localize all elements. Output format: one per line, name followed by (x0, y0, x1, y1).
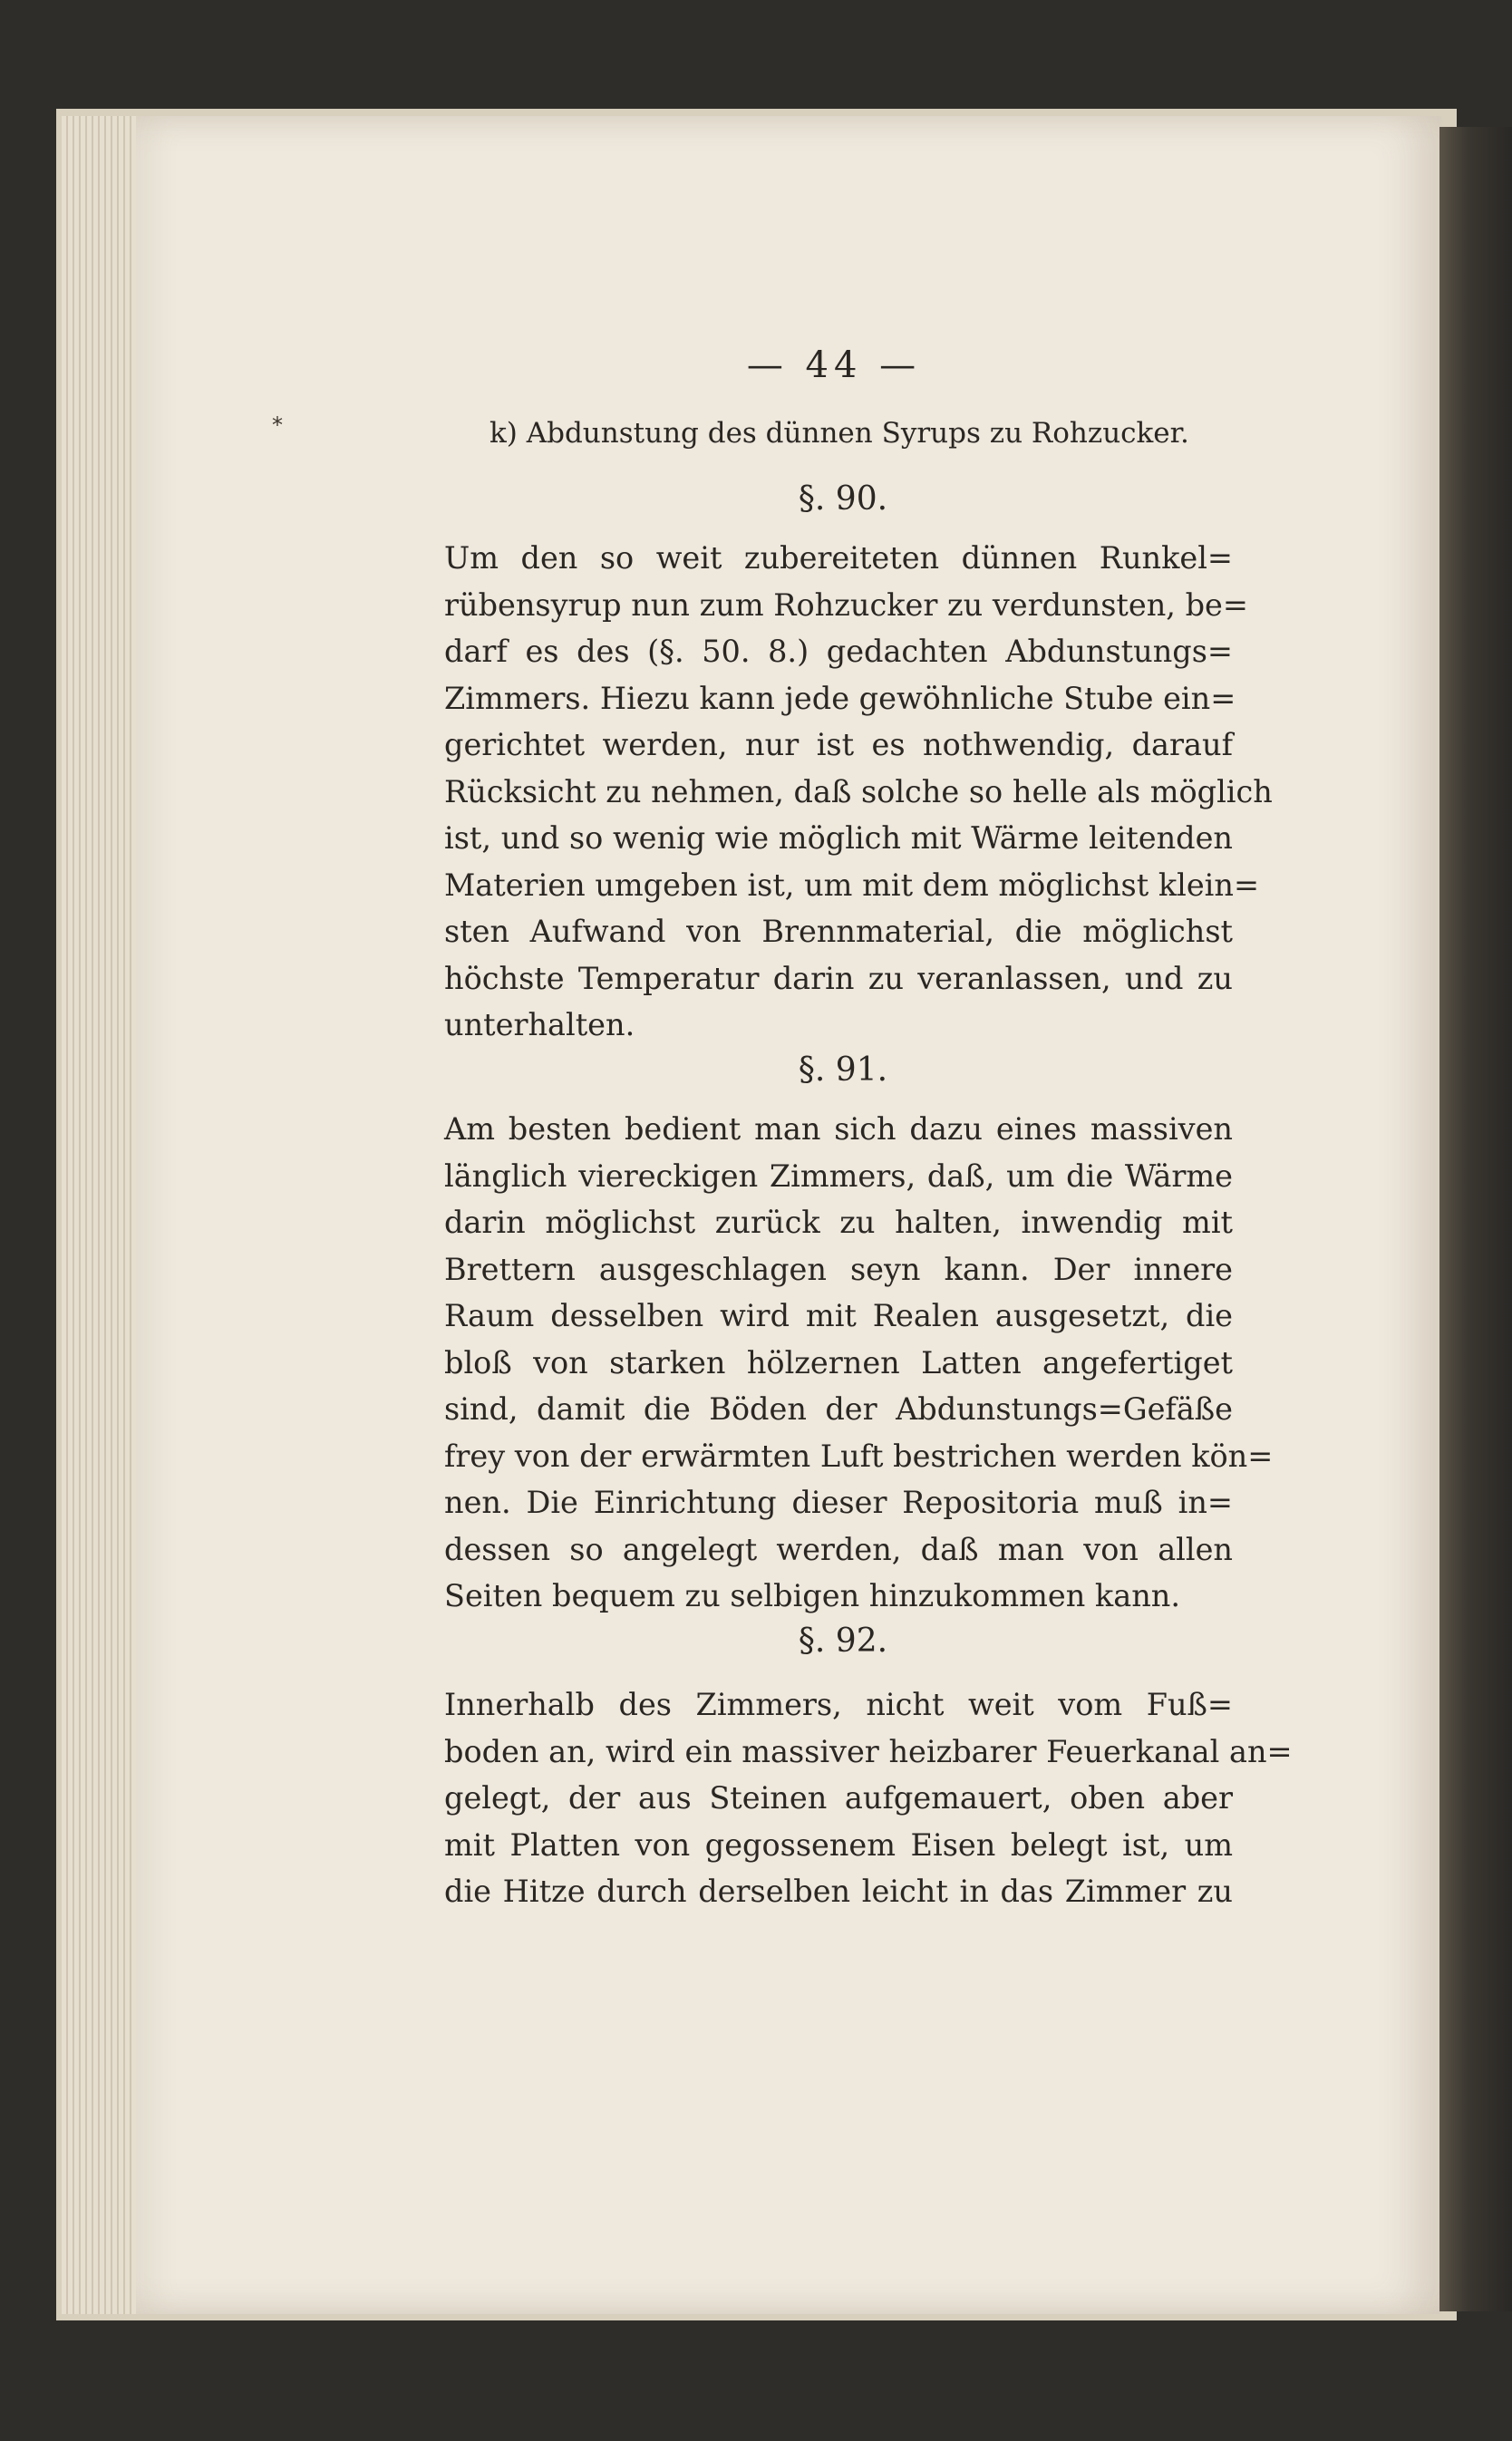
text-line: Materien umgeben ist, um mit dem möglichst klein= (444, 867, 1260, 903)
text-line: boden an, wird ein massiver heizbarer Feuerkanal an= (444, 1733, 1293, 1769)
text-line: mit Platten von gegossenem Eisen belegt ist, um (444, 1826, 1233, 1863)
text-line: länglich viereckigen Zimmers, daß, um die Wärme (444, 1158, 1233, 1194)
text-line: sten Aufwand von Brennmaterial, die möglichst (444, 914, 1233, 949)
text-line: Um den so weit zubereiteten dünnen Runkel= (444, 540, 1233, 576)
text-line: sind, damit die Böden der Abdunstungs=Gefäße (444, 1391, 1233, 1427)
section-mark-92: §. 92. (798, 1622, 888, 1660)
text-line: gerichtet werden, nur ist es nothwendig, darauf (444, 727, 1233, 762)
paragraph-90 (444, 535, 1273, 1049)
text-line: Rücksicht zu nehmen, daß solche so helle als möglich (444, 773, 1273, 809)
text-line: gelegt, der aus Steinen aufgemauert, oben aber (444, 1780, 1233, 1816)
text-line: unterhalten. (444, 1007, 635, 1042)
text-line: frey von der erwärmten Luft bestrichen werden kön= (444, 1438, 1274, 1474)
text-line: darin möglichst zurück zu halten, inwendig mit (444, 1205, 1233, 1240)
paragraph-91 (444, 1106, 1274, 1620)
section-mark-91: §. 91. (798, 1051, 888, 1089)
chapter-heading: k) Abdunstung des dünnen Syrups zu Rohzucker. (489, 417, 1189, 450)
text-line: rübensyrup nun zum Rohzucker zu verdunsten, be= (444, 586, 1248, 623)
text-line: darf es des (§. 50. 8.) gedachten Abdunstungs= (444, 634, 1233, 669)
text-line: Innerhalb des Zimmers, nicht weit vom Fuß= (444, 1687, 1233, 1722)
text-line: Zimmers. Hiezu kann jede gewöhnliche Stube ein= (444, 680, 1236, 716)
margin-mark: * (272, 412, 283, 438)
text-line: höchste Temperatur darin zu veranlassen, und zu (444, 960, 1233, 996)
text-line: dessen so angelegt werden, daß man von allen (444, 1531, 1233, 1567)
section-mark-90: §. 90. (798, 480, 888, 518)
text-line: Raum desselben wird mit Realen ausgesetzt, die (444, 1298, 1233, 1333)
page-number: — 44 — (746, 344, 922, 386)
text-line: Am besten bedient man sich dazu eines massiven (444, 1111, 1233, 1147)
book-gutter (1439, 127, 1512, 2311)
text-line: Brettern ausgeschlagen seyn kann. Der innere (444, 1251, 1233, 1287)
text-line: nen. Die Einrichtung dieser Repositoria muß in= (444, 1485, 1233, 1520)
text-line: Seiten bequem zu selbigen hinzukommen kann. (444, 1578, 1180, 1613)
paragraph-92 (444, 1681, 1293, 1915)
text-line: ist, und so wenig wie möglich mit Wärme leitenden (444, 820, 1233, 856)
text-line: die Hitze durch derselben leicht in das Zimmer zu (444, 1874, 1233, 1909)
text-line: bloß von starken hölzernen Latten angefertiget (444, 1344, 1233, 1380)
